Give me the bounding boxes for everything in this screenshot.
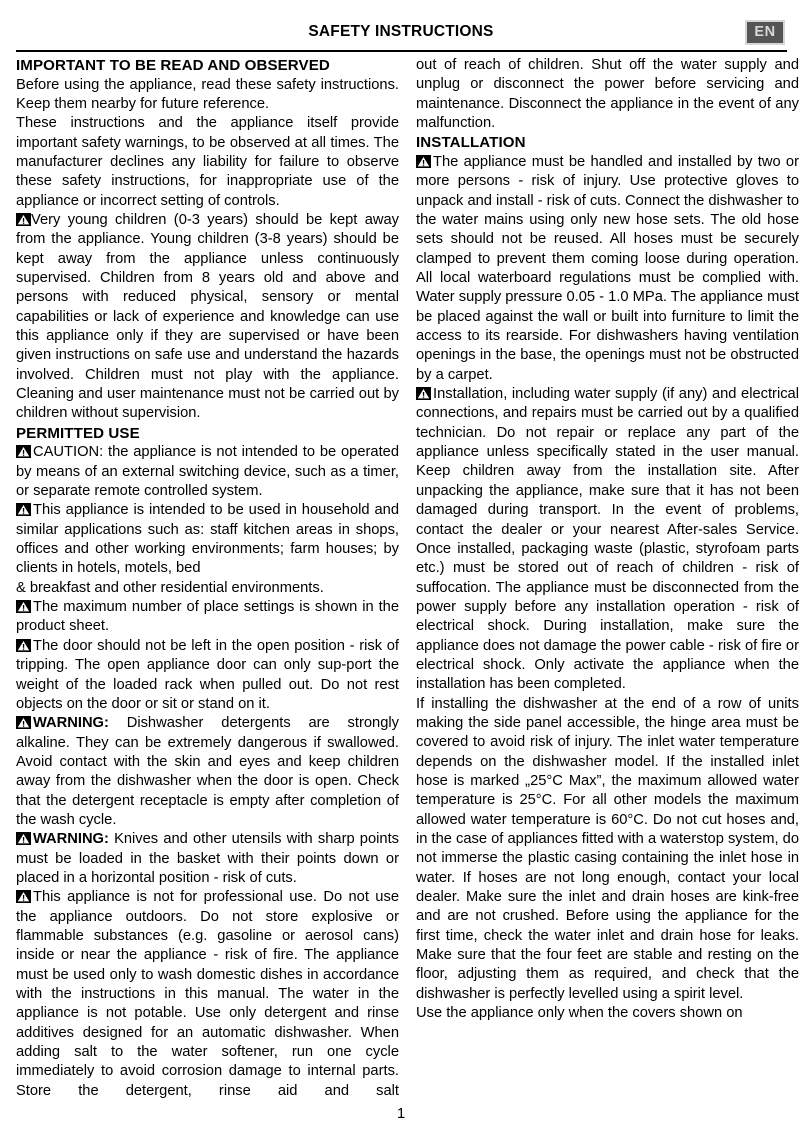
warning-triangle-icon bbox=[16, 445, 31, 458]
warning-triangle-icon bbox=[16, 890, 31, 903]
paragraph-door-open-position-text: The door should not be left in the open position - risk of tripping. The open appliance door can only sup-port the weight of the loaded rack when pulled out. Do not rest objects on the door or sit or stand on it. bbox=[16, 637, 399, 712]
paragraph-caution-text: CAUTION: the appliance is not intended to be operated by means of an external switching device, such as a timer, or separate remote controlled system. bbox=[16, 444, 399, 500]
paragraph-not-professional-use bbox=[16, 888, 399, 1120]
warning-triangle-icon bbox=[16, 639, 31, 652]
paragraph-very-young-children bbox=[16, 211, 399, 424]
paragraph-warning-knives-text: Knives and other utensils with sharp points must be loaded in the basket with their points down or placed in a horizontal position - risk of cuts. bbox=[16, 831, 399, 886]
header-divider bbox=[16, 50, 787, 52]
warning-label-knives: WARNING: bbox=[33, 831, 109, 848]
paragraph-covers-shown: Use the appliance only when the covers shown on bbox=[416, 1005, 743, 1022]
section-heading-installation: INSTALLATION bbox=[416, 134, 526, 152]
paragraph-household-use bbox=[16, 501, 399, 578]
paragraph-these-instructions: These instructions and the appliance itself provide important safety warnings, to be observed at all times. The manufacturer declines any liability for failure to observe these safety instructions, for inappropriate use of the appliance or incorrect setting of controls. bbox=[16, 115, 399, 209]
warning-triangle-icon bbox=[16, 213, 31, 226]
warning-triangle-icon bbox=[416, 387, 431, 400]
paragraph-warning-detergents-text: Dishwasher detergents are strongly alkaline. They can be extremely dangerous if swallowed. Avoid contact with the skin and eyes and keep children away from the dishwasher when the door is open. Check that the detergent receptacle is empty after completion of the wash cycle. bbox=[16, 715, 399, 828]
section-heading-permitted-use: PERMITTED USE bbox=[16, 424, 140, 442]
language-badge: EN bbox=[745, 20, 785, 45]
paragraph-out-of-reach: out of reach of children. Shut off the water supply and unplug or disconnect the power before servicing and maintenance. Disconnect the appliance in the event of any malfunction. bbox=[416, 57, 799, 132]
page-number: 1 bbox=[396, 1105, 406, 1122]
paragraph-warning-knives bbox=[16, 830, 399, 888]
paragraph-before-using: Before using the appliance, read these safety instructions. Keep them nearby for future reference. bbox=[16, 76, 399, 112]
paragraph-very-young-children-text: Very young children (0-3 years) should be kept away from the appliance. Young children (3-8 years) should be kept away from the appliance unless continuously supervised. Children from 8 years old and above and persons with reduced physical, sensory or mental capabilities or lack of experience and knowledge can use this appliance only if they are supervised or have been given instructions on safe use and understand the hazards involved. Children must not play with the appliance. Cleaning and user maintenance must not be carried out by children without supervision. bbox=[16, 212, 399, 422]
paragraph-bed-and-breakfast: & breakfast and other residential environments. bbox=[16, 579, 324, 596]
section-heading-important: IMPORTANT TO BE READ AND OBSERVED bbox=[16, 57, 330, 74]
right-column bbox=[416, 56, 799, 1094]
paragraph-end-of-row: If installing the dishwasher at the end of a row of units making the side panel accessible, the hinge area must be covered to avoid risk of injury. The inlet water temperature depends on the dishwasher model. If the installed inlet hose is marked „25°C Max”, the maximum allowed water temperature is 25°C. For all other models the maximum allowed water temperature is 60°C. Do not cut hoses and, in the case of appliances fitted with a waterstop system, do not immerse the plastic casing containing the inlet hose in water. If hoses are not long enough, contact your local dealer. Make sure the inlet and drain hoses are kink-free and are not crushed. Before using the appliance for the first time, check the water inlet and drain hose for leaks. Make sure that the four feet are stable and resting on the floor, adjusting them as required, and check that the dishwasher is perfectly levelled using a spirit level. bbox=[416, 695, 799, 1002]
warning-triangle-icon bbox=[16, 832, 31, 845]
paragraph-installation-qualified bbox=[416, 385, 799, 695]
paragraph-caution-switching-device bbox=[16, 443, 399, 501]
paragraph-handled-installed bbox=[416, 153, 799, 385]
warning-triangle-icon bbox=[16, 716, 31, 729]
paragraph-handled-installed-text: The appliance must be handled and installed by two or more persons - risk of injury. Use protective gloves to unpack and install - risk of cuts. Connect the dishwasher to the water mains using only new hose sets. The old hose sets should not be reused. All hoses must be securely clamped to prevent them coming loose during operation. All local waterboard regulations must be complied with. Water supply pressure 0.05 - 1.0 MPa. The appliance must be placed against the wall or built into furniture to limit the access to its rearside. For dishwashers having ventilation openings in the base, the openings must not be obstructed by a carpet. bbox=[416, 153, 799, 383]
paragraph-place-settings bbox=[16, 598, 399, 637]
paragraph-installation-qualified-text: Installation, including water supply (if any) and electrical connections, and repairs must be carried out by a qualified technician. Do not repair or replace any part of the appliance unless specifically stated in the user manual. Keep children away from the installation site. After unpacking the appliance, make sure that it has not been damaged during transport. In the event of problems, contact the dealer or your nearest After-sales Service. Once installed, packaging waste (plastic, styrofoam parts etc.) must be stored out of reach of children - risk of suffocation. The appliance must be disconnected from the power supply before any installation operation - risk of electrical shock. During installation, make sure the appliance does not damage the power cable - risk of fire or electrical shock. Only activate the appliance when the installation has been completed. bbox=[416, 386, 799, 693]
page-header bbox=[0, 0, 802, 46]
warning-triangle-icon bbox=[16, 600, 31, 613]
two-column-body bbox=[16, 56, 799, 1099]
warning-triangle-icon bbox=[16, 503, 31, 516]
paragraph-warning-detergents bbox=[16, 714, 399, 830]
page-title: SAFETY INSTRUCTIONS bbox=[308, 23, 494, 40]
paragraph-place-settings-text: The maximum number of place settings is shown in the product sheet. bbox=[16, 599, 399, 635]
left-column bbox=[16, 56, 399, 1099]
paragraph-door-open-position bbox=[16, 637, 399, 714]
paragraph-household-use-text: This appliance is intended to be used in household and similar applications such as: staff kitchen areas in shops, offices and other working environments; farm houses; by clients in hotels, motels, bed bbox=[16, 502, 399, 577]
warning-triangle-icon bbox=[416, 155, 431, 168]
paragraph-not-professional-use-text: This appliance is not for professional use. Do not use the appliance outdoors. Do not store explosive or flammable substances (e.g. gasoline or aerosol cans) inside or near the appliance - risk of fire. The appliance must be used only to wash domestic dishes in accordance with the instructions in this manual. The water in the appliance is not potable. Use only detergent and rinse additives designed for an automatic dishwasher. When adding salt to the water softener, run one cycle immediately to avoid corrosion damage to internal parts. Store the detergent, rinse aid and salt bbox=[16, 889, 399, 1099]
warning-label-detergents: WARNING: bbox=[33, 715, 109, 732]
